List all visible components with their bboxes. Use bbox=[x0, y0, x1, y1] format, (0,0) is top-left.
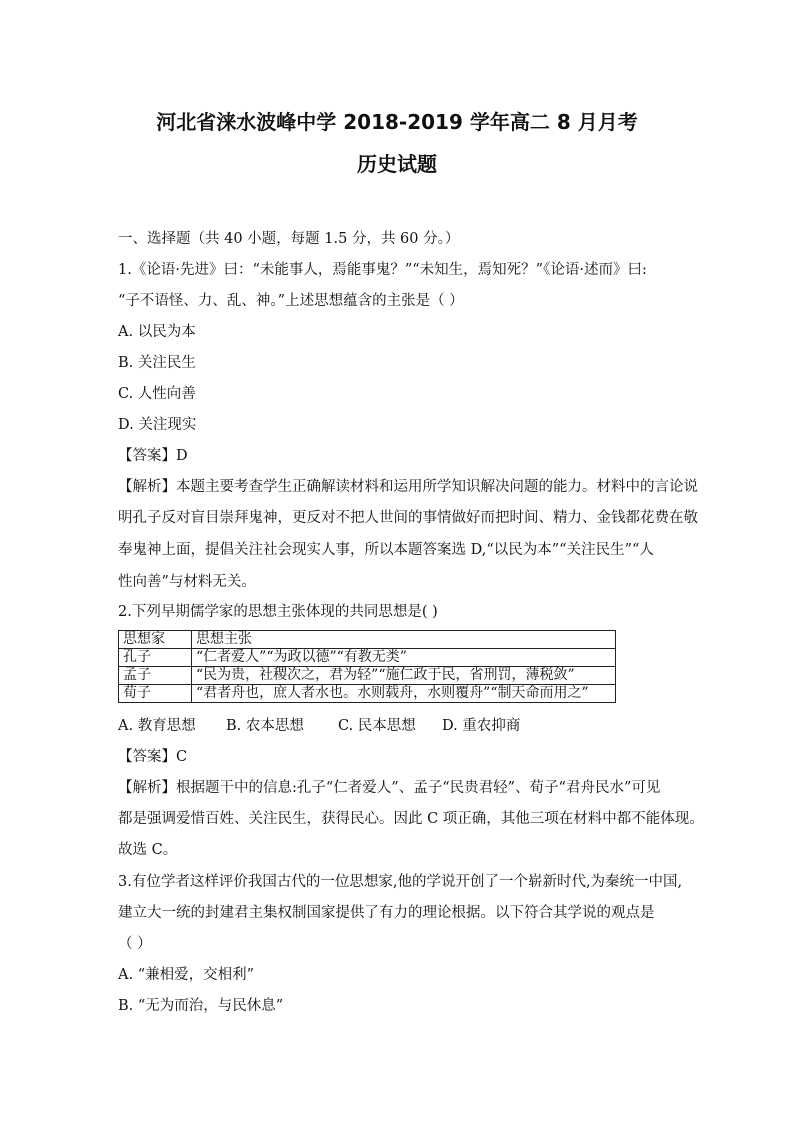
q1-analysis-line2: 明孔子反对盲目崇拜鬼神，更反对不把人世间的事情做好而把时间、精力、金钱都花费在敬 bbox=[118, 510, 698, 526]
table-header-row bbox=[119, 631, 616, 649]
q2-option-d: D. 重农抑商 bbox=[442, 718, 521, 734]
q1-analysis-line3: 奉鬼神上面，提倡关注社会现实人事，所以本题答案选 D,“以民为本”“关注民生”“人 bbox=[118, 542, 654, 558]
q1-answer: 【答案】D bbox=[118, 448, 188, 464]
table-header-cell: 思想主张 bbox=[192, 631, 616, 649]
q3-stem-line2: 建立大一统的封建君主集权制国家提供了有力的理论根据。以下符合其学说的观点是 bbox=[118, 905, 655, 921]
table-cell: 荀子 bbox=[119, 685, 192, 703]
q2-stem: 2.下列早期儒学家的思想主张体现的共同思想是( ) bbox=[118, 604, 438, 620]
q2-option-a: A. 教育思想 bbox=[118, 718, 196, 734]
table-cell: 孟子 bbox=[119, 667, 192, 685]
q3-stem-line3: （ ） bbox=[118, 936, 152, 952]
table-header-cell: 思想家 bbox=[119, 631, 192, 649]
q1-option-a: A. 以民为本 bbox=[118, 324, 196, 340]
table-row bbox=[119, 667, 616, 685]
q1-stem-line1: 1.《论语·先进》曰：“未能事人，焉能事鬼？”“未知生，焉知死？”《论语·述而》曰: bbox=[118, 262, 647, 278]
table-cell: “君者舟也，庶人者水也。水则载舟，水则覆舟”“制天命而用之” bbox=[192, 685, 616, 703]
q2-analysis-line2: 都是强调爱惜百姓、关注民生，获得民心。因此 C 项正确，其他三项在材料中都不能体现。 bbox=[118, 811, 704, 827]
q2-option-c: C. 民本思想 bbox=[338, 718, 416, 734]
q1-analysis-line1: 【解析】本题主要考查学生正确解读材料和运用所学知识解决问题的能力。材料中的言论说 bbox=[118, 479, 698, 495]
thinker-table bbox=[118, 630, 616, 703]
q2-answer: 【答案】C bbox=[118, 749, 188, 765]
q3-stem-line1: 3.有位学者这样评价我国古代的一位思想家,他的学说开创了一个崭新时代,为秦统一中国, bbox=[118, 874, 683, 890]
q1-option-d: D. 关注现实 bbox=[118, 417, 197, 433]
table-cell: 孔子 bbox=[119, 649, 192, 667]
q3-option-b: B. “无为而治，与民休息” bbox=[118, 998, 284, 1014]
q2-analysis-line3: 故选 C。 bbox=[118, 842, 178, 858]
q2-option-b: B. 农本思想 bbox=[226, 718, 304, 734]
exam-subtitle: 历史试题 bbox=[357, 152, 437, 176]
q2-options bbox=[118, 716, 520, 736]
q3-option-a: A. “兼相爱，交相利” bbox=[118, 967, 255, 983]
exam-title: 河北省涞水波峰中学 2018-2019 学年高二 8 月月考 bbox=[156, 110, 638, 134]
table-row bbox=[119, 685, 616, 703]
table-cell: “仁者爱人”“为政以德”“有教无类” bbox=[192, 649, 616, 667]
table-row bbox=[119, 649, 616, 667]
q1-option-c: C. 人性向善 bbox=[118, 386, 196, 402]
section-heading: 一、选择题（共 40 小题，每题 1.5 分，共 60 分。） bbox=[118, 231, 460, 247]
q1-analysis-line4: 性向善”与材料无关。 bbox=[118, 574, 256, 590]
q2-analysis-line1: 【解析】根据题干中的信息:孔子“仁者爱人”、孟子“民贵君轻”、荀子“君舟民水”可见 bbox=[118, 780, 661, 796]
q1-stem-line2: “子不语怪、力、乱、神。”上述思想蕴含的主张是（ ） bbox=[118, 293, 464, 309]
q1-option-b: B. 关注民生 bbox=[118, 355, 196, 371]
table-cell: “民为贵，社稷次之，君为轻”“施仁政于民，省刑罚，薄税敛” bbox=[192, 667, 616, 685]
